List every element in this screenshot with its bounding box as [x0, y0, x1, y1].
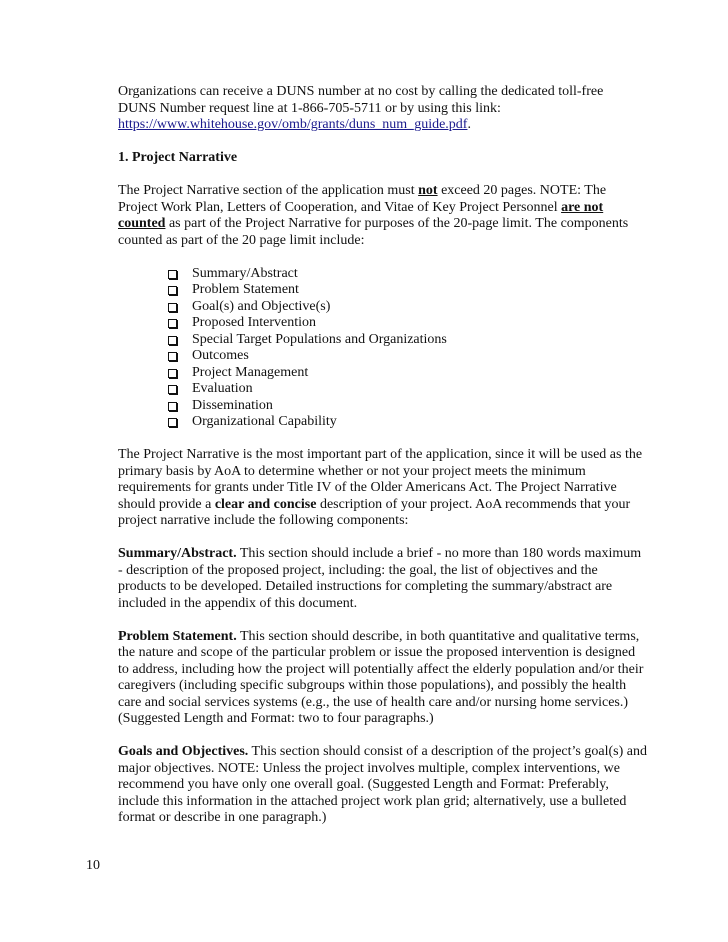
importance-text-1: The Project Narrative is the most important part of the application, since it will be used as the primary basis by AoA to determine whether or not your project meets the minimum requirements for grants under Title IV of the Older Americans Act. The Project Narrative should provide a [118, 447, 643, 512]
list-item-label: Goal(s) and Objective(s) [192, 298, 331, 314]
emphasis-not: not [418, 183, 438, 198]
duns-link-period: . [467, 117, 471, 132]
problem-statement-body: This section should describe, in both quantitative and qualitative terms, the nature and scope of the particular problem or issue the proposed intervention is designed to address, including how the project will potentially affect the elderly population and/or their caregivers (including specific subgroups within those populations), and possibly the health care and social services systems (e.g., the use of health care and/or nursing home services.) (Suggested Length and Format: two to four paragraphs.) [118, 628, 644, 726]
list-item [168, 332, 648, 349]
list-item-label: Problem Statement [192, 282, 299, 297]
list-item-label: Evaluation [192, 381, 253, 396]
checkbox-bullet-icon [168, 270, 177, 279]
duns-paragraph [118, 84, 648, 134]
checkbox-bullet-icon [168, 303, 177, 312]
page-number: 10 [86, 858, 100, 873]
list-item-label: Organizational Capability [192, 414, 337, 429]
importance-paragraph [118, 447, 648, 530]
list-item [168, 299, 648, 316]
narrative-intro-text-2: exceed 20 pages. NOTE: The Project Work Plan, Letters of Cooperation, and Vitae of Key Project Personnel [118, 183, 607, 215]
list-item [168, 414, 648, 431]
list-item [168, 348, 648, 365]
list-item [168, 398, 648, 415]
list-item-label: Summary/Abstract [192, 265, 298, 281]
duns-guide-link[interactable]: https://www.whitehouse.gov/omb/grants/duns_num_guide.pdf [118, 117, 468, 132]
section-heading-project-narrative: 1. Project Narrative [118, 150, 238, 165]
problem-statement-paragraph [118, 629, 648, 728]
checkbox-bullet-icon [168, 402, 177, 411]
duns-line-1: Organizations can receive a DUNS number at no cost by calling the dedicated toll-free [118, 84, 604, 99]
goals-objectives-paragraph [118, 744, 648, 827]
list-item [168, 381, 648, 398]
duns-line-2: DUNS Number request line at 1-866-705-5711 or by using this link: [118, 100, 501, 116]
goals-objectives-body: This section should consist of a description of the project’s goal(s) and major objectives. NOTE: Unless the project involves multiple, complex interventions, we recommend you have only one overall goal. (Suggested Length and Format: Preferably, include this information in the attached project work plan grid; alternatively, use a bulleted format or describe in one paragraph.) [118, 744, 647, 825]
checkbox-bullet-icon [168, 369, 177, 378]
checkbox-bullet-icon [168, 352, 177, 361]
narrative-intro-paragraph [118, 183, 648, 249]
summary-abstract-title: Summary/Abstract. [118, 546, 237, 561]
narrative-intro-text-3: as part of the Project Narrative for purposes of the 20-page limit. The components counted as part of the 20 page limit include: [118, 216, 629, 248]
document-body [118, 84, 648, 843]
checkbox-bullet-icon [168, 385, 177, 394]
summary-abstract-paragraph [118, 546, 648, 612]
list-item-label: Proposed Intervention [192, 315, 317, 330]
checkbox-bullet-icon [168, 319, 177, 328]
list-item-label: Outcomes [192, 348, 249, 363]
goals-objectives-title: Goals and Objectives. [118, 744, 249, 759]
importance-text-2: description of your project. AoA recommends that your project narrative include the following components: [118, 496, 631, 528]
checkbox-bullet-icon [168, 418, 177, 427]
narrative-intro-text-1: The Project Narrative section of the application must [118, 183, 419, 198]
list-item-label: Project Management [192, 364, 309, 380]
list-item [168, 282, 648, 299]
list-item-label: Dissemination [192, 397, 273, 413]
emphasis-are-not-counted: are not counted [118, 199, 604, 231]
list-item-label: Special Target Populations and Organizations [192, 331, 447, 347]
list-item [168, 266, 648, 283]
checkbox-bullet-icon [168, 286, 177, 295]
components-checklist [118, 266, 648, 431]
emphasis-clear-and-concise: clear and concise [214, 496, 317, 512]
problem-statement-title: Problem Statement. [118, 628, 237, 644]
summary-abstract-body: This section should include a brief - no more than 180 words maximum - description of the proposed project, including: the goal, the list of objectives and the products to be developed. Detailed instructions for completing the summary/abstract are included in the appendix of this document. [118, 546, 642, 611]
list-item [168, 315, 648, 332]
checkbox-bullet-icon [168, 336, 177, 345]
list-item [168, 365, 648, 382]
